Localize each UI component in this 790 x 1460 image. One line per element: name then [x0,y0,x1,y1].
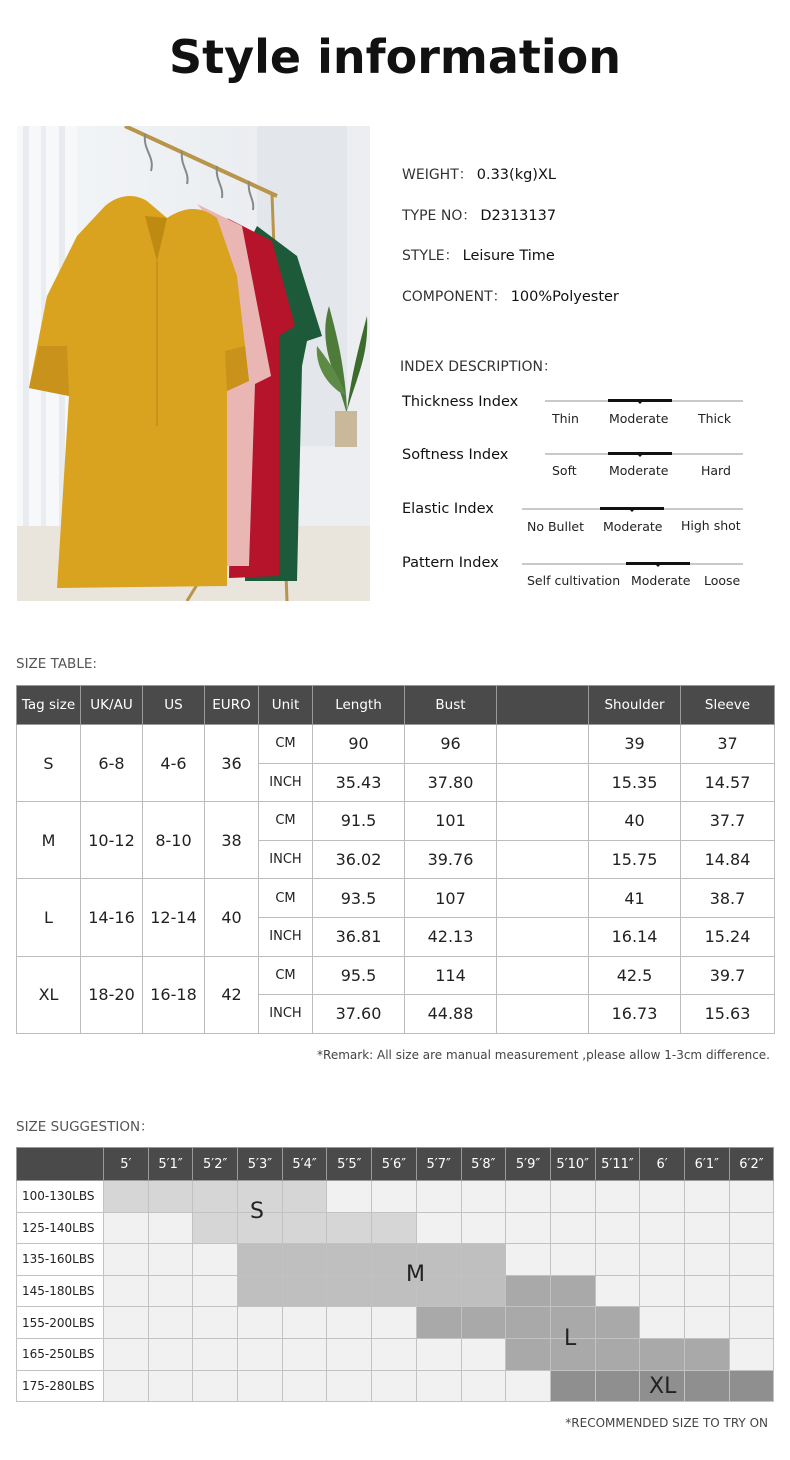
height-header: 5′5″ [327,1148,372,1181]
shoulder-cell: 39 [589,725,681,764]
suggestion-cell-l [550,1275,595,1307]
pattern-right-label: Loose [704,573,741,588]
tag-size-cell: S [17,725,81,802]
suggestion-cell [684,1181,729,1213]
component-value: 100%Polyester [510,289,619,305]
softness-index-marker [608,452,672,455]
pattern-index-name: Pattern Index [402,555,499,571]
suggestion-cell [595,1181,640,1213]
bust-cell: 37.80 [405,763,497,802]
suggestion-cell [595,1275,640,1307]
suggestion-cell [148,1307,193,1339]
shoulder-cell: 40 [589,802,681,841]
bust-cell: 101 [405,802,497,841]
table-row [17,1338,774,1370]
size-table-title: SIZE TABLE: [16,656,97,672]
suggestion-cell [238,1307,283,1339]
suggestion-cell-xl [684,1370,729,1402]
pattern-index-marker [626,562,690,565]
suggestion-cell [640,1212,685,1244]
suggestion-cell [148,1212,193,1244]
pattern-left-label: Self cultivation [527,573,621,588]
suggestion-cell [372,1181,417,1213]
suggestion-cell [372,1370,417,1402]
shoulder-cell: 41 [589,879,681,918]
product-photo [17,126,370,601]
unit-cell: CM [259,879,313,918]
type-label: TYPE NO： [402,208,477,224]
unit-cell: INCH [259,840,313,879]
unit-cell: CM [259,802,313,841]
bust-cell: 42.13 [405,917,497,956]
blank-cell [497,802,589,841]
suggestion-cell-l [506,1275,551,1307]
suggestion-corner [17,1148,104,1181]
height-header: 5′ [104,1148,149,1181]
zone-label-s: S [250,1199,264,1224]
type-value: D2313137 [480,208,557,224]
suggestion-cell [104,1370,149,1402]
suggestion-cell [327,1181,372,1213]
size-suggestion-grid [16,1147,774,1402]
bust-cell: 39.76 [405,840,497,879]
length-cell: 36.02 [313,840,405,879]
softness-mid-label: Moderate [609,463,669,478]
thickness-mid-label: Moderate [609,411,669,426]
suggestion-cell [416,1212,461,1244]
suggestion-cell [282,1307,327,1339]
suggestion-cell [193,1370,238,1402]
suggestion-cell [684,1244,729,1276]
suggestion-cell [684,1275,729,1307]
zone-label-m: M [406,1262,425,1287]
zone-label-xl: XL [649,1374,677,1399]
suggestion-cell [416,1181,461,1213]
length-cell: 36.81 [313,917,405,956]
suggestion-cell [148,1338,193,1370]
height-header: 5′6″ [372,1148,417,1181]
suggestion-cell [148,1244,193,1276]
suggestion-cell [640,1307,685,1339]
height-header: 5′4″ [282,1148,327,1181]
unit-cell: CM [259,956,313,995]
suggestion-cell-s [282,1181,327,1213]
table-row [17,1307,774,1339]
suggestion-cell [282,1370,327,1402]
suggestion-cell [506,1212,551,1244]
suggestion-cell [729,1181,774,1213]
unit-cell: INCH [259,763,313,802]
table-row [17,1181,774,1213]
suggestion-cell-m [461,1244,506,1276]
suggestion-cell [461,1370,506,1402]
blank-cell [497,995,589,1034]
uk-cell: 18-20 [81,956,143,1033]
length-cell: 91.5 [313,802,405,841]
suggestion-header-row [17,1148,774,1181]
col-euro: EURO [205,686,259,725]
suggestion-cell [461,1212,506,1244]
height-header: 6′ [640,1148,685,1181]
suggestion-cell [640,1181,685,1213]
sleeve-cell: 14.84 [681,840,775,879]
size-suggestion-title: SIZE SUGGESTION： [16,1119,154,1135]
bust-cell: 44.88 [405,995,497,1034]
suggestion-cell [372,1307,417,1339]
col-blank [497,686,589,725]
suggestion-cell-xl [729,1370,774,1402]
euro-cell: 40 [205,879,259,956]
blank-cell [497,725,589,764]
size-table-header-row [17,686,775,725]
table-row [17,1212,774,1244]
shoulder-cell: 16.73 [589,995,681,1034]
weight-label: 155-200LBS [17,1307,104,1339]
suggestion-cell-m [282,1275,327,1307]
height-header: 6′2″ [729,1148,774,1181]
suggestion-cell-l [506,1307,551,1339]
col-length: Length [313,686,405,725]
col-bust: Bust [405,686,497,725]
suggestion-cell-xl [595,1370,640,1402]
suggestion-cell [193,1338,238,1370]
sleeve-cell: 38.7 [681,879,775,918]
suggestion-cell-l [506,1338,551,1370]
thickness-index-name: Thickness Index [402,394,519,410]
suggestion-cell [595,1212,640,1244]
col-sleeve: Sleeve [681,686,775,725]
blank-cell [497,879,589,918]
suggestion-cell-s [282,1212,327,1244]
weight-value: 0.33(kg)XL [476,167,556,183]
suggestion-cell [729,1338,774,1370]
suggestion-cell [238,1370,283,1402]
suggestion-cell [193,1244,238,1276]
weight-label: 135-160LBS [17,1244,104,1276]
suggestion-cell [416,1370,461,1402]
thickness-left-label: Thin [552,411,579,426]
suggestion-cell-m [282,1244,327,1276]
page-title: Style information [169,30,621,84]
suggestion-cell [461,1338,506,1370]
weight-label: 100-130LBS [17,1181,104,1213]
softness-left-label: Soft [552,463,577,478]
blank-cell [497,840,589,879]
elastic-left-label: No Bullet [527,519,585,534]
bust-cell: 96 [405,725,497,764]
height-header: 5′3″ [238,1148,283,1181]
suggestion-cell-s [193,1181,238,1213]
suggestion-cell [729,1212,774,1244]
length-cell: 95.5 [313,956,405,995]
suggestion-cell [506,1181,551,1213]
unit-cell: INCH [259,917,313,956]
suggestion-cell [327,1370,372,1402]
col-unit: Unit [259,686,313,725]
length-cell: 35.43 [313,763,405,802]
length-cell: 93.5 [313,879,405,918]
bust-cell: 107 [405,879,497,918]
height-header: 5′8″ [461,1148,506,1181]
suggestion-cell [193,1307,238,1339]
uk-cell: 10-12 [81,802,143,879]
suggestion-cell [416,1338,461,1370]
suggestion-cell-m [327,1275,372,1307]
softness-right-label: Hard [701,463,731,478]
suggestion-cell [104,1338,149,1370]
weight-label: 125-140LBS [17,1212,104,1244]
softness-index-name: Softness Index [402,447,509,463]
remark-note: *Remark: All size are manual measurement ,please allow 1-3cm difference. [317,1048,770,1062]
suggestion-cell [104,1212,149,1244]
unit-cell: INCH [259,995,313,1034]
elastic-mid-label: Moderate [603,519,663,534]
us-cell: 4-6 [143,725,205,802]
height-header: 6′1″ [684,1148,729,1181]
recommend-note: *RECOMMENDED SIZE TO TRY ON [565,1416,768,1430]
suggestion-cell [148,1370,193,1402]
suggestion-cell [684,1307,729,1339]
sleeve-cell: 39.7 [681,956,775,995]
height-header: 5′9″ [506,1148,551,1181]
suggestion-cell [327,1338,372,1370]
suggestion-cell [729,1244,774,1276]
shoulder-cell: 15.75 [589,840,681,879]
euro-cell: 42 [205,956,259,1033]
suggestion-cell-m [238,1275,283,1307]
suggestion-cell [550,1181,595,1213]
tag-size-cell: XL [17,956,81,1033]
suggestion-cell [640,1244,685,1276]
uk-cell: 14-16 [81,879,143,956]
suggestion-cell-m [461,1275,506,1307]
suggestion-cell-l [640,1338,685,1370]
blank-cell [497,956,589,995]
size-table [16,685,775,1034]
col-us: US [143,686,205,725]
height-header: 5′10″ [550,1148,595,1181]
weight-label: WEIGHT： [402,167,473,183]
length-cell: 37.60 [313,995,405,1034]
suggestion-cell-s [193,1212,238,1244]
table-row [17,802,775,841]
blank-cell [497,917,589,956]
sleeve-cell: 15.24 [681,917,775,956]
sleeve-cell: 37 [681,725,775,764]
suggestion-cell [193,1275,238,1307]
shoulder-cell: 16.14 [589,917,681,956]
col-tag-size: Tag size [17,686,81,725]
suggestion-cell [729,1307,774,1339]
elastic-right-label: High shot [681,518,741,533]
suggestion-cell-xl [550,1370,595,1402]
tag-size-cell: M [17,802,81,879]
euro-cell: 36 [205,725,259,802]
weight-label: 165-250LBS [17,1338,104,1370]
suggestion-cell [550,1244,595,1276]
dress-rack-image [17,126,370,601]
height-header: 5′7″ [416,1148,461,1181]
suggestion-cell [104,1244,149,1276]
suggestion-cell [104,1307,149,1339]
bust-cell: 114 [405,956,497,995]
blank-cell [497,763,589,802]
us-cell: 12-14 [143,879,205,956]
euro-cell: 38 [205,802,259,879]
style-label: STYLE： [402,248,459,264]
spec-style [402,245,555,265]
suggestion-cell [506,1244,551,1276]
pattern-mid-label: Moderate [631,573,691,588]
suggestion-cell [148,1275,193,1307]
suggestion-cell-l [595,1307,640,1339]
height-header: 5′1″ [148,1148,193,1181]
elastic-index-name: Elastic Index [402,501,494,517]
col-shoulder: Shoulder [589,686,681,725]
suggestion-cell-l [461,1307,506,1339]
suggestion-cell [282,1338,327,1370]
suggestion-cell-m [327,1244,372,1276]
weight-label: 175-280LBS [17,1370,104,1402]
height-header: 5′11″ [595,1148,640,1181]
spec-type [402,205,556,225]
uk-cell: 6-8 [81,725,143,802]
suggestion-cell-s [372,1212,417,1244]
suggestion-cell [104,1275,149,1307]
suggestion-cell [238,1338,283,1370]
component-label: COMPONENT： [402,289,507,305]
sleeve-cell: 15.63 [681,995,775,1034]
length-cell: 90 [313,725,405,764]
thickness-right-label: Thick [698,411,732,426]
suggestion-cell-l [684,1338,729,1370]
suggestion-cell [595,1244,640,1276]
height-header: 5′2″ [193,1148,238,1181]
suggestion-cell [461,1181,506,1213]
table-row [17,1275,774,1307]
table-row [17,1244,774,1276]
suggestion-cell-s [148,1181,193,1213]
table-row [17,725,775,764]
suggestion-cell-l [416,1307,461,1339]
suggestion-cell [684,1212,729,1244]
suggestion-cell-l [595,1338,640,1370]
suggestion-cell [372,1338,417,1370]
suggestion-cell [550,1212,595,1244]
suggestion-cell-s [327,1212,372,1244]
suggestion-cell [729,1275,774,1307]
col-uk-au: UK/AU [81,686,143,725]
elastic-index-marker [600,507,664,510]
spec-component [402,286,619,306]
us-cell: 8-10 [143,802,205,879]
us-cell: 16-18 [143,956,205,1033]
zone-label-l: L [564,1326,577,1351]
shoulder-cell: 42.5 [589,956,681,995]
suggestion-cell-m [238,1244,283,1276]
suggestion-cell-s [104,1181,149,1213]
unit-cell: CM [259,725,313,764]
spec-weight [402,164,556,184]
index-description-title: INDEX DESCRIPTION： [400,359,558,375]
table-row [17,956,775,995]
shoulder-cell: 15.35 [589,763,681,802]
suggestion-cell [327,1307,372,1339]
style-value: Leisure Time [462,248,555,264]
suggestion-cell [506,1370,551,1402]
weight-label: 145-180LBS [17,1275,104,1307]
sleeve-cell: 37.7 [681,802,775,841]
tag-size-cell: L [17,879,81,956]
sleeve-cell: 14.57 [681,763,775,802]
thickness-index-marker [608,399,672,402]
table-row [17,879,775,918]
suggestion-cell [640,1275,685,1307]
